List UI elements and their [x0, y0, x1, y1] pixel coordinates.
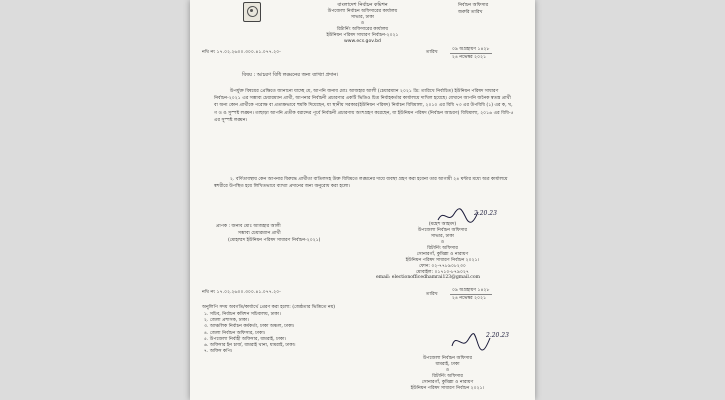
copy-list-item: ৩. আঞ্চলিক নির্বাচন কর্মকর্তা, ঢাকা অঞ্চল, ঢাকা। — [204, 324, 295, 330]
memo2-date-label: তারিখ — [426, 292, 438, 297]
signatory-mobile: মোবাইল: ০১৭১০-৮৭৯০২৭ — [416, 270, 469, 275]
signatory-email: email: electionofficedhamrai123@gmail.com — [376, 275, 480, 280]
signatory-title-4: রিটার্নিং অফিসার — [427, 246, 458, 251]
footer-title-1: উপজেলা নির্বাচন অফিসার — [422, 356, 473, 361]
header-election: ইউনিয়ন পরিষদ সাধারণ নির্বাচন-২০২১ — [326, 33, 399, 38]
document-page — [190, 0, 535, 400]
copy-list-item: ১. সচিব, নির্বাচন কমিশন সচিবালয়, ঢাকা। — [204, 312, 281, 317]
copy-list-item: ৪. জেলা নির্বাচন অফিসার, ঢাকা। — [204, 330, 266, 336]
memo-number: নথি নং ১৭.০২.২৬০০.৩০০.৪১.০৭৭.২০- — [202, 50, 281, 55]
signatory-title-1: উপজেলা নির্বাচন অফিসার — [417, 228, 468, 233]
memo-date-bangla: ০৯ অগ্রহায়ণ ১৪২৮ — [452, 47, 490, 52]
recipient-role: সম্ভাব্য চেয়ারম্যান প্রার্থী — [238, 231, 281, 236]
memo-date-english: ২৪ নভেম্বর ২০২১ — [452, 55, 487, 60]
body-paragraph-2: ২. বর্ণিতাবস্থায় কেন আপনার বিরুদ্ধে প্রার্থীতা বাতিলসহ উক্ত বিধিমতে লঙ্ঘনের দায়ে ব্যবস্থা গ্রহণ করা হবেনা তার আগামী ২৪ ঘন্টার মধ্যে অত্র কার্যালয়ে স্বশরীরে উপস্থিত হয়ে লিখিতভাবে ব্যাখ্যা প্রদানের জন্য অনুরোধ করা হলো। — [214, 177, 508, 190]
footer-title-4: রিটার্নিং অফিসার — [432, 374, 463, 379]
signatory-title-3: ও — [440, 240, 445, 245]
header-location: সাভার, ঢাকা — [350, 15, 375, 20]
letter-subject: বিষয় : আচরণ বিধি লঙ্ঘনের জন্য ব্যাখ্যা প্রদান। — [242, 72, 339, 78]
header-right-note: জরুরি তারিখ — [458, 10, 483, 15]
footer-title-5: সোনারগাঁ, কুমিল্লা ও নারায়ণ — [421, 380, 474, 385]
signature-date-1: 2.20.23 — [474, 210, 497, 217]
copy-list-item: ৫. উপজেলা নির্বাহী অফিসার, ধামরাই, ঢাকা। — [204, 336, 287, 342]
header-website: www.ecs.gov.bd — [344, 39, 381, 44]
copy-list-item: ৬. অফিসার ইন চার্জ, ধামরাই থানা, ধামরাই, ঢাকা। — [204, 343, 296, 348]
copy-intro: অনুলিপি সদয় অবগতি/কার্যার্থে প্রেরণ করা হলো: (জেষ্ঠতার ভিত্তিতে নয়) — [202, 305, 336, 310]
header-office: উপজেলা নির্বাচন অফিসারের কার্যালয় — [327, 9, 398, 14]
copy-list-item: ২. জেলা প্রশাসক, ঢাকা। — [204, 318, 249, 324]
signatory-phone: ফোন: ০২-৭৭৮৯০৮২৩০ — [419, 264, 466, 269]
memo-date-label: তারিখ — [426, 50, 438, 55]
signatory-title-6: ইউনিয়ন পরিষদ সাধারণ নির্বাচন ২০২১। — [405, 258, 480, 263]
copy-list-item: ৭. অফিস কপি। — [204, 349, 233, 355]
signature-date-2: 2.20.23 — [486, 332, 509, 339]
date-divider — [450, 53, 492, 54]
footer-title-2: ধামরাই, ঢাকা — [435, 362, 460, 367]
memo2-date-bangla: ০৯ অগ্রহায়ণ ১৪২৮ — [452, 288, 490, 293]
signatory-title-5: সোনারগাঁ, কুমিল্লা ও নারায়ণ — [416, 252, 469, 257]
memo2-number: নথি নং ১৭.০২.২৬০০.৩০০.৪১.০৭৭.২০- — [202, 290, 281, 295]
header-right-title: নির্বাচন অফিসার — [458, 3, 489, 8]
header-conjunction: ও — [360, 21, 365, 26]
signatory-name: (মহেশ আহমদ) — [428, 222, 457, 227]
footer-title-3: ও — [445, 368, 450, 373]
footer-title-6: ইউনিয়ন পরিষদ সাধারণ নির্বাচন ২০২১। — [410, 386, 485, 391]
body-paragraph-1: উপর্যুক্ত বিষয়ের প্রেক্ষিতে জানানো যাচ্ছে যে, আপনি জনাব মোঃ আজহার আলী (চেয়ারম্যান ২০২১ খ্রি: তারিখে নির্বাচিত) ইউনিয়ন পরিষদ সাধারণ নির্বাচন-২০২১ এর সম্ভাব্য চেয়ারম্যান প্রার্থী, আপনার নির্বাচনী প্রচারণার একটি ভিডিও চিত্র নির্বাহকর্তার কার্যালয়ে দাখিল হয়েছে। যেখানে আপনি জনৈক স্বতন্ত্র প্রার্থী বা অন্য কোন প্রার্থীকে পরোক্ষ বা প্রত্যক্ষভাবে হুমকি দিয়েছেন, যা স্থানীয় সরকার(ইউনিয়ন পরিষদ) নির্বাচন বিধিমালা, ২০১০ এর বিধি ৭৩ এর উপবিধি (১) এর ক, খ, গ ও ঙ সুস্পষ্ট লঙ্ঘন। তাছাড়া আপনি প্রতীক বরাদ্দের পূর্বে নির্বাচনী প্রচারণায় অংশগ্রহণ করেছেন, যা ইউনিয়ন পরিষদ (নির্বাচন আচরণ) বিধিমালা, ২০১৬ এর বিধি-৫ এর সুস্পষ্ট লঙ্ঘন। — [214, 89, 514, 123]
recipient-label: প্রাপক : জনাব মোঃ আজহার আলী — [216, 224, 281, 229]
recipient-election: (মোহাম্মদ ইউনিয়ন পরিষদ সাধারণ নির্বাচন-২০২১) — [228, 238, 321, 243]
signatory-title-2: সাভার, ঢাকা — [430, 234, 455, 239]
date-divider-2 — [450, 294, 492, 295]
header-commission: বাংলাদেশ নির্বাচন কমিশন — [337, 2, 388, 8]
memo2-date-english: ২৪ নভেম্বর ২০২১ — [452, 296, 487, 301]
header-returning-office: রিটার্নিং অফিসারের কার্যালয় — [336, 27, 389, 32]
